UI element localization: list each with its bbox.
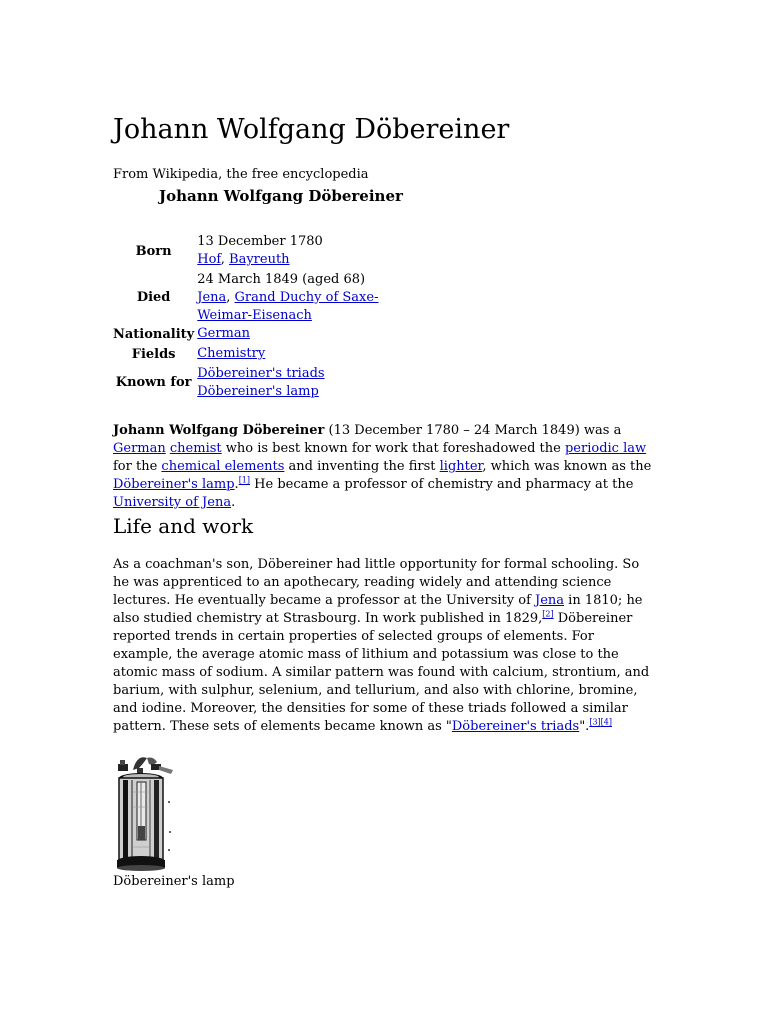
- infobox-row-nationality: [113, 325, 427, 345]
- life-and-work-paragraph: As a coachman's son, Döbereiner had little opportunity for formal schooling. So he was apprenticed to an apothecary, reading widely and attending science lectures. He eventually became a professor at the University of Jena in 1810; he also studied chemistry at Strasbourg. In work published in 1829,[2] Döbereiner reported trends in certain properties of selected groups of elements. For example, the average atomic mass of lithium and potassium was close to the atomic mass of sodium. A similar pattern was found with calcium, strontium, and barium, with sulphur, selenium, and tellurium, and also with chlorine, bromine, and iodine. Moreover, the densities for some of these triads followed a similar pattern. These sets of elements became known as "Döbereiner's triads".[3][4]: [113, 557, 650, 734]
- german-nationality-link[interactable]: German: [197, 326, 250, 341]
- born-place-separator: ,: [220, 252, 230, 267]
- infobox-value-known-for: [197, 365, 427, 401]
- born-place: [197, 251, 427, 269]
- jena-body-link[interactable]: Jena: [535, 593, 565, 608]
- infobox-row-fields: [113, 345, 427, 365]
- lighter-link[interactable]: lighter: [439, 459, 483, 474]
- dobereiners-lamp-link[interactable]: Döbereiner's lamp: [113, 477, 235, 492]
- infobox-label-nationality: Nationality: [113, 327, 195, 342]
- chemical-elements-link[interactable]: chemical elements: [161, 459, 285, 474]
- infobox-value-died: [197, 271, 427, 325]
- infobox-value-nationality: [197, 325, 427, 345]
- figure-caption: Döbereiner's lamp: [113, 874, 235, 889]
- page-title: Johann Wolfgang Döbereiner: [113, 114, 510, 145]
- infobox-label-known-for: Known for: [115, 375, 192, 390]
- dobereiners-triads-body-link[interactable]: Döbereiner's triads: [451, 719, 580, 734]
- jena-link[interactable]: Jena: [197, 290, 227, 305]
- dobereiner-triads-link[interactable]: Döbereiner's triads: [197, 366, 325, 381]
- infobox-label-born: Born: [135, 244, 172, 259]
- reference-2-link[interactable]: [2]: [542, 609, 554, 619]
- chemistry-link[interactable]: Chemistry: [197, 346, 266, 361]
- infobox-value-fields: [197, 345, 427, 365]
- born-date: 13 December 1780: [197, 234, 323, 249]
- hof-link[interactable]: Hof: [197, 252, 221, 267]
- died-place: [197, 289, 427, 325]
- infobox-row-died: [113, 271, 427, 325]
- reference-3-link[interactable]: [3]: [589, 717, 601, 727]
- reference-1-link[interactable]: [1]: [238, 475, 251, 485]
- dobereiner-lamp-image[interactable]: [113, 752, 177, 872]
- section-heading-life-and-work: Life and work: [113, 514, 254, 538]
- reference-4-link[interactable]: [4]: [600, 717, 613, 727]
- german-link[interactable]: German: [113, 441, 166, 456]
- tagline: From Wikipedia, the free encyclopedia: [113, 167, 369, 182]
- infobox: [113, 233, 427, 401]
- lead-paragraph: Johann Wolfgang Döbereiner (13 December 1780 – 24 March 1849) was a German chemist who is best known for work that foreshadowed the periodic law for the chemical elements and inventing the first lighter, which was known as the Döbereiner's lamp.[1] He became a professor of chemistry and pharmacy at the University of Jena.: [113, 423, 652, 510]
- infobox-row-born: [113, 233, 427, 271]
- infobox-row-known-for: [113, 365, 427, 401]
- lead-subject-name: Johann Wolfgang Döbereiner: [113, 423, 325, 438]
- chemist-link[interactable]: chemist: [169, 441, 222, 456]
- infobox-caption: Johann Wolfgang Döbereiner: [159, 187, 403, 205]
- died-place-separator: ,: [226, 290, 235, 305]
- bayreuth-link[interactable]: Bayreuth: [229, 252, 290, 267]
- saxe-weimar-eisenach-link[interactable]: Grand Duchy of Saxe-Weimar-Eisenach: [197, 290, 379, 323]
- infobox-label-died: Died: [136, 290, 171, 305]
- periodic-law-link[interactable]: periodic law: [564, 441, 647, 456]
- infobox-label-fields: Fields: [131, 347, 176, 362]
- died-date: 24 March 1849 (aged 68): [197, 272, 366, 287]
- infobox-value-born: [197, 233, 427, 271]
- university-of-jena-link[interactable]: University of Jena: [113, 495, 232, 510]
- dobereiner-lamp-link[interactable]: Döbereiner's lamp: [197, 384, 319, 399]
